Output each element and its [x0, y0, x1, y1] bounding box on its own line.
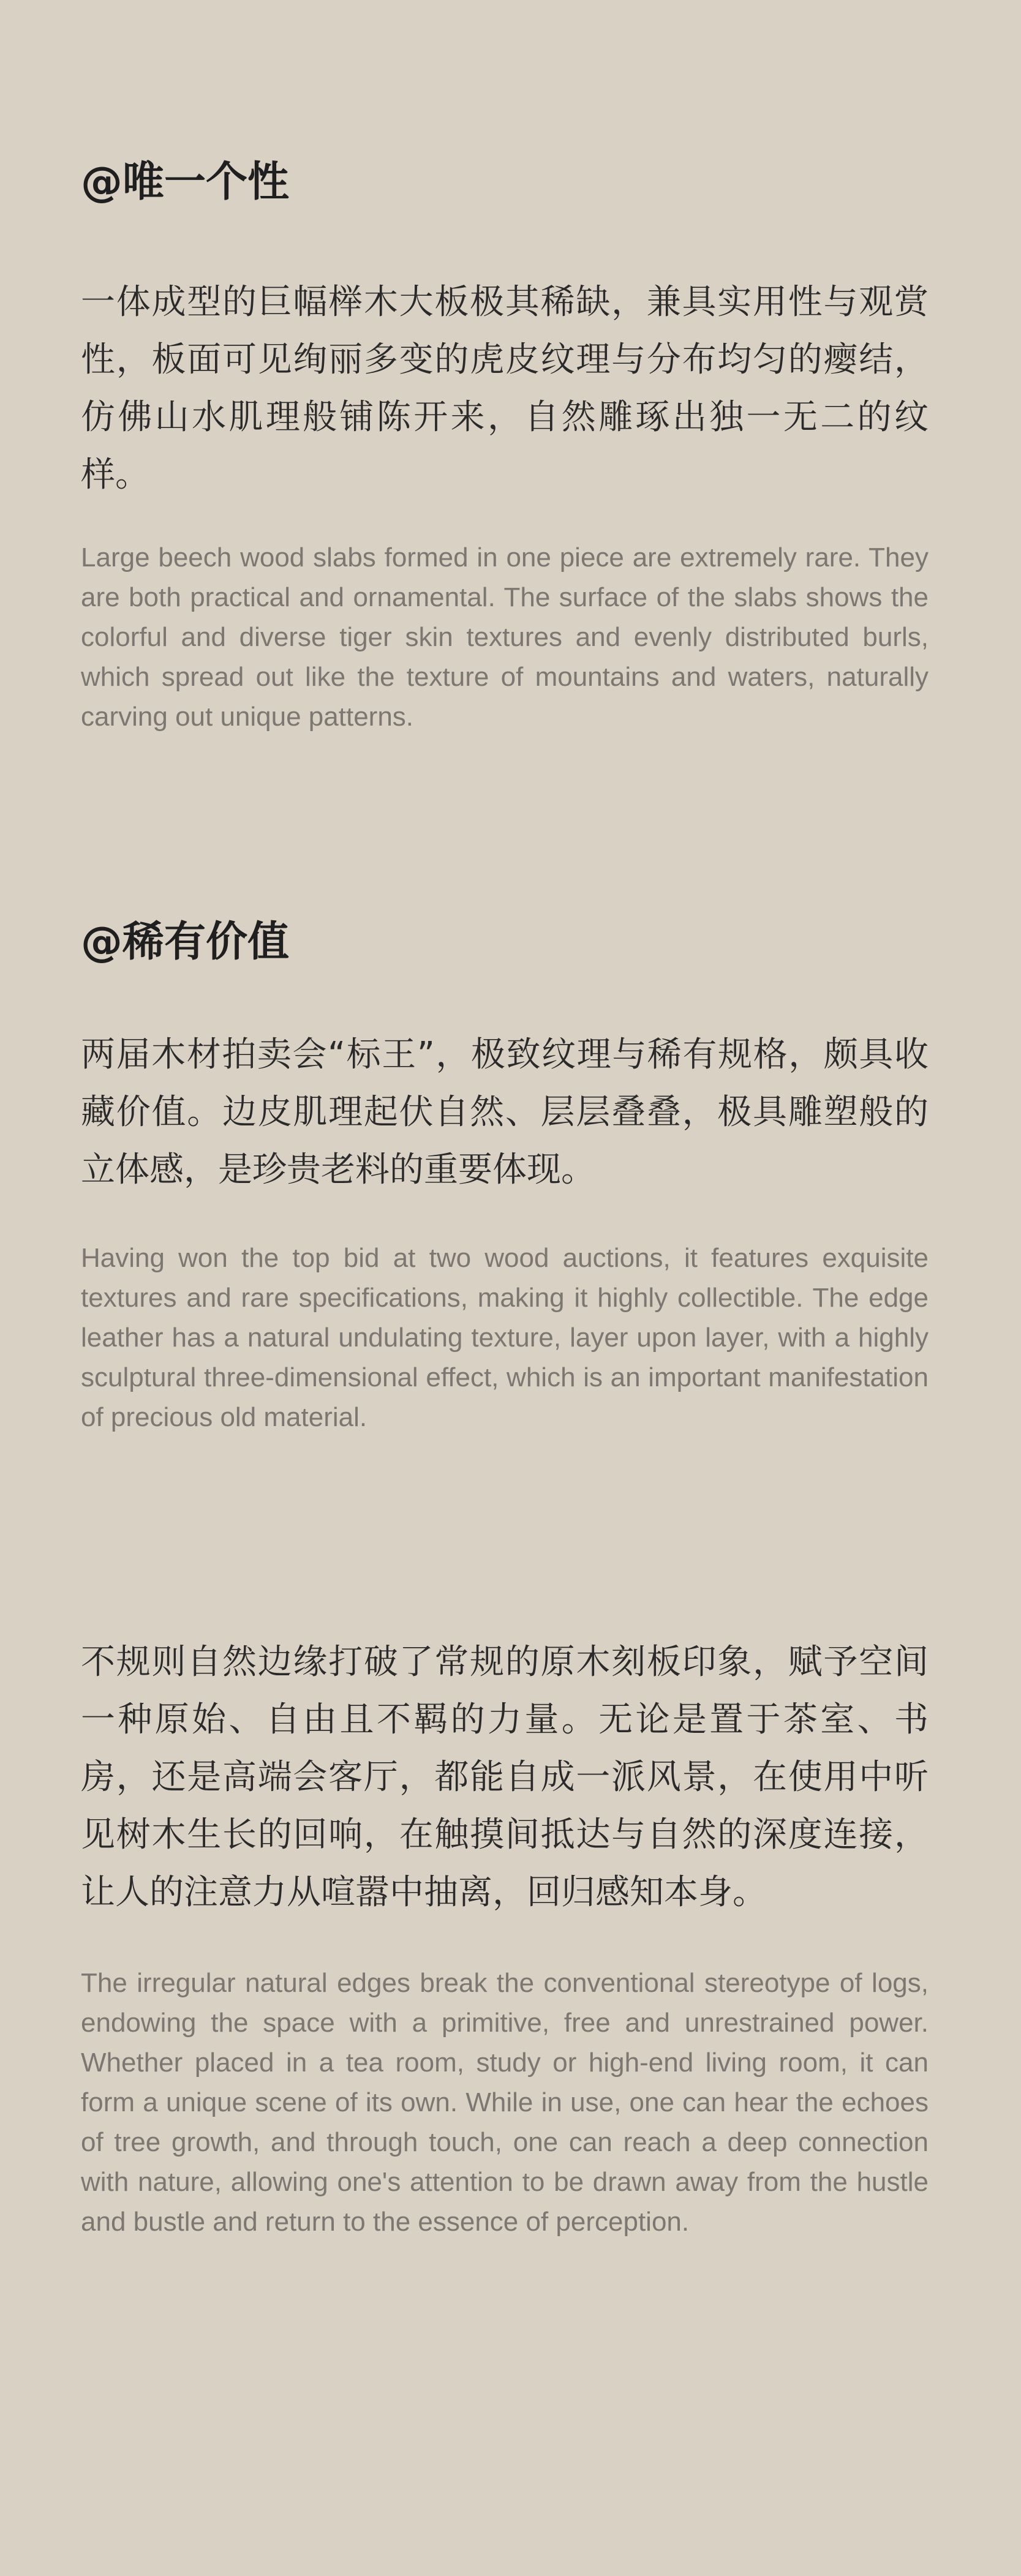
section-2-english-paragraph: Having won the top bid at two wood auctions, it features exquisite textures and rare specifications, making it highly collectible. The edge leather has a natural undulating texture, layer upon layer, with a highly sculptural three-dimensional effect, which is an important manifestation of precious old material. [81, 1243, 929, 1432]
section-1-heading: @唯一个性 [81, 158, 290, 206]
section-3-english-paragraph: The irregular natural edges break the conventional stereotype of logs, endowing the space with a primitive, free and unrestrained power. Whether placed in a tea room, study or high-end living room, it can form a unique scene of its own. While in use, one can hear the echoes of tree growth, and through touch, one can reach a deep connection with nature, allowing one's attention to be drawn away from the hustle and bustle and return to the essence of perception. [81, 1968, 929, 2237]
section-2-heading: @稀有价值 [81, 918, 290, 966]
section-2-chinese-paragraph: 两届木材拍卖会“标王”，极致纹理与稀有规格，颇具收藏价值。边皮肌理起伏自然、层层叠叠，极具雕塑般的立体感，是珍贵老料的重要体现。 [81, 1035, 929, 1190]
section-1-chinese-paragraph: 一体成型的巨幅榉木大板极其稀缺，兼具实用性与观赏性，板面可见绚丽多变的虎皮纹理与分布均匀的瘿结，仿佛山水肌理般铺陈开来，自然雕琢出独一无二的纹样。 [81, 282, 929, 495]
section-1-english-paragraph: Large beech wood slabs formed in one piece are extremely rare. They are both practical and ornamental. The surface of the slabs shows the colorful and diverse tiger skin textures and evenly distributed burls, which spread out like the texture of mountains and waters, naturally carving out unique patterns. [81, 543, 929, 732]
section-3-chinese-paragraph: 不规则自然边缘打破了常规的原木刻板印象，赋予空间一种原始、自由且不羁的力量。无论是置于茶室、书房，还是高端会客厅，都能自成一派风景，在使用中听见树木生长的回响，在触摸间抵达与自然的深度连接，让人的注意力从喧嚣中抽离，回归感知本身。 [81, 1642, 929, 1912]
